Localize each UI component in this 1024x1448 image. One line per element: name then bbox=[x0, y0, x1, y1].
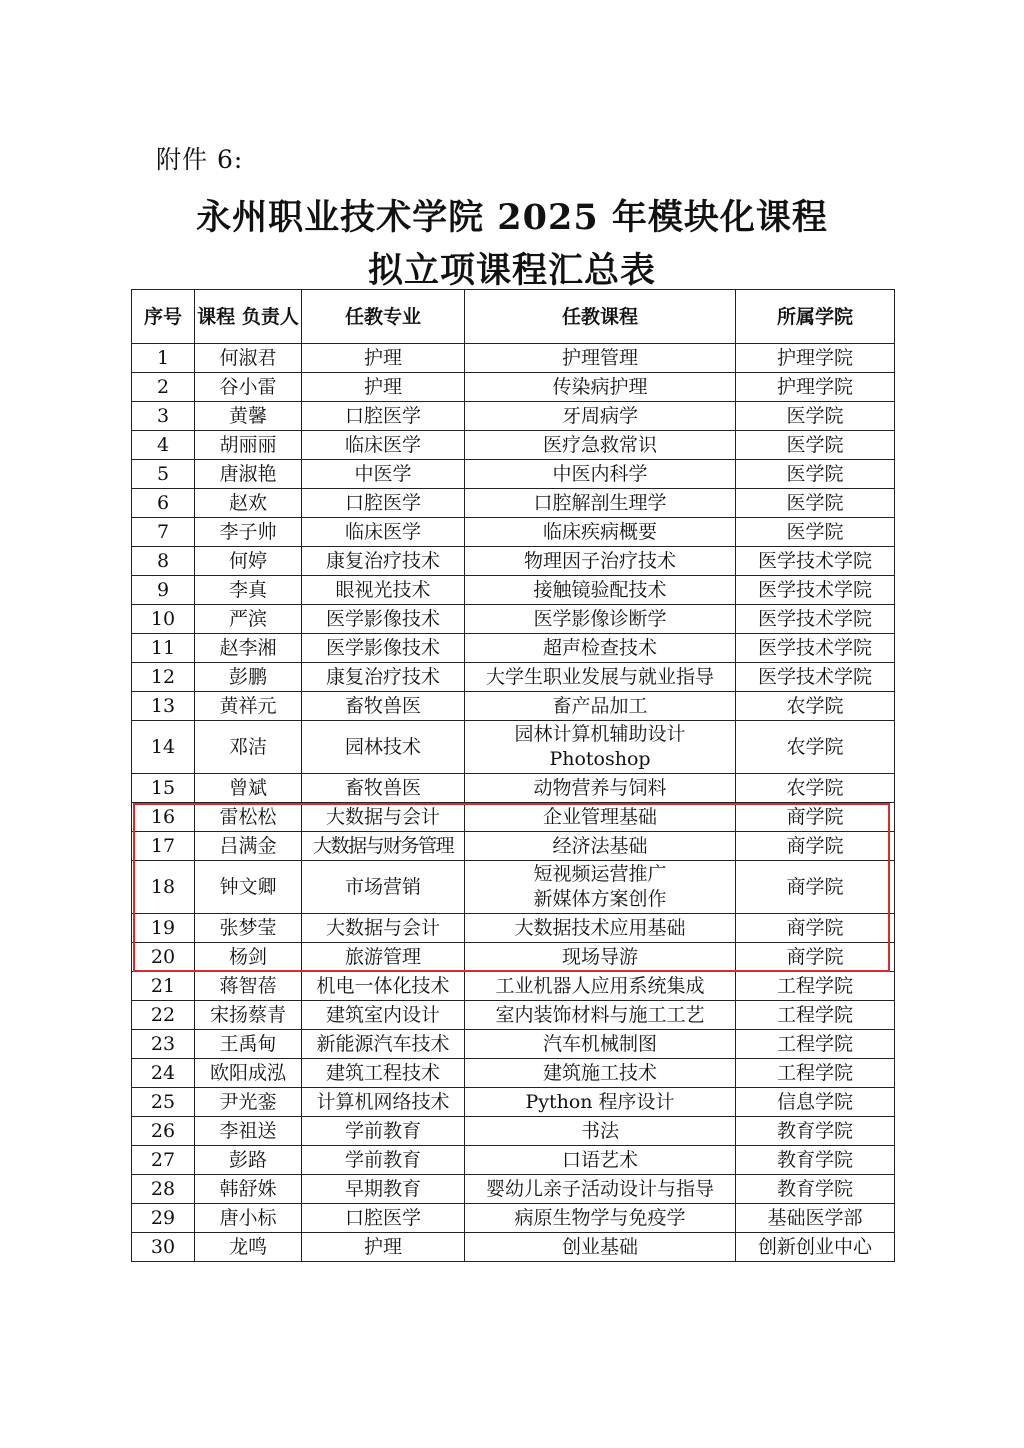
cell-course bbox=[465, 576, 736, 605]
cell-college: 基础医学部 bbox=[736, 1204, 895, 1233]
table-row bbox=[132, 663, 895, 692]
cell-index: 9 bbox=[132, 576, 195, 605]
table-row bbox=[132, 1030, 895, 1059]
table-row bbox=[132, 373, 895, 402]
cell-course bbox=[465, 431, 736, 460]
document-title-line1: 永州职业技术学院 2025 年模块化课程 bbox=[196, 197, 828, 238]
header-index: 序号 bbox=[132, 290, 195, 344]
cell-college: 医学技术学院 bbox=[736, 576, 895, 605]
cell-course-line: 经济法基础 bbox=[552, 835, 648, 857]
cell-index: 14 bbox=[132, 721, 195, 774]
cell-course bbox=[465, 721, 736, 774]
table-row bbox=[132, 1059, 895, 1088]
cell-index: 28 bbox=[132, 1175, 195, 1204]
cell-course bbox=[465, 1001, 736, 1030]
cell-index: 16 bbox=[132, 803, 195, 832]
cell-course-lead: 欧阳成泓 bbox=[195, 1059, 302, 1088]
cell-course bbox=[465, 634, 736, 663]
header-course-lead bbox=[195, 290, 302, 344]
cell-major: 口腔医学 bbox=[302, 402, 465, 431]
cell-course-lead: 雷松松 bbox=[195, 803, 302, 832]
cell-course bbox=[465, 692, 736, 721]
cell-major: 护理 bbox=[302, 1233, 465, 1262]
cell-major: 医学影像技术 bbox=[302, 605, 465, 634]
cell-college: 商学院 bbox=[736, 803, 895, 832]
cell-course-line: 医疗急救常识 bbox=[542, 434, 657, 456]
cell-course-lead: 王禹甸 bbox=[195, 1030, 302, 1059]
table-row bbox=[132, 605, 895, 634]
cell-college: 商学院 bbox=[736, 914, 895, 943]
cell-course-line: 牙周病学 bbox=[561, 405, 638, 427]
cell-index: 2 bbox=[132, 373, 195, 402]
cell-major: 医学影像技术 bbox=[302, 634, 465, 663]
table-row bbox=[132, 832, 895, 861]
table-header-row bbox=[132, 290, 895, 344]
cell-college: 农学院 bbox=[736, 721, 895, 774]
cell-major: 学前教育 bbox=[302, 1117, 465, 1146]
cell-course bbox=[465, 972, 736, 1001]
cell-course-lead: 严滨 bbox=[195, 605, 302, 634]
cell-course bbox=[465, 832, 736, 861]
cell-course-lead: 蒋智蓓 bbox=[195, 972, 302, 1001]
cell-index: 18 bbox=[132, 861, 195, 914]
table-row bbox=[132, 914, 895, 943]
cell-major: 眼视光技术 bbox=[302, 576, 465, 605]
cell-course bbox=[465, 1146, 736, 1175]
cell-course bbox=[465, 1204, 736, 1233]
header-course: 任教课程 bbox=[465, 290, 736, 344]
header-major: 任教专业 bbox=[302, 290, 465, 344]
table-row bbox=[132, 344, 895, 373]
attachment-label: 附件 6: bbox=[156, 145, 244, 174]
cell-course bbox=[465, 547, 736, 576]
cell-course-line: 创业基础 bbox=[561, 1236, 638, 1258]
cell-course-line: 园林计算机辅助设计 bbox=[514, 723, 686, 745]
cell-index: 1 bbox=[132, 344, 195, 373]
cell-index: 24 bbox=[132, 1059, 195, 1088]
cell-course-line: 中医内科学 bbox=[552, 463, 648, 485]
cell-course bbox=[465, 803, 736, 832]
cell-index: 6 bbox=[132, 489, 195, 518]
cell-college: 商学院 bbox=[736, 832, 895, 861]
cell-course-lead: 何婷 bbox=[195, 547, 302, 576]
cell-course-line: 物理因子治疗技术 bbox=[523, 550, 676, 572]
table-row bbox=[132, 634, 895, 663]
course-summary-table bbox=[131, 289, 895, 1262]
table-row bbox=[132, 803, 895, 832]
cell-college: 教育学院 bbox=[736, 1146, 895, 1175]
cell-course-lead: 李祖送 bbox=[195, 1117, 302, 1146]
cell-course bbox=[465, 460, 736, 489]
cell-index: 11 bbox=[132, 634, 195, 663]
cell-course-lead: 张梦莹 bbox=[195, 914, 302, 943]
table-row bbox=[132, 774, 895, 803]
cell-major: 畜牧兽医 bbox=[302, 774, 465, 803]
cell-course-lead: 杨剑 bbox=[195, 943, 302, 972]
cell-major: 畜牧兽医 bbox=[302, 692, 465, 721]
cell-index: 27 bbox=[132, 1146, 195, 1175]
cell-course-line: 大学生职业发展与就业指导 bbox=[485, 666, 714, 688]
cell-college: 商学院 bbox=[736, 861, 895, 914]
cell-college: 教育学院 bbox=[736, 1175, 895, 1204]
cell-course-line: 护理管理 bbox=[561, 347, 638, 369]
table-body bbox=[132, 344, 895, 1262]
cell-course-line: 现场导游 bbox=[561, 946, 638, 968]
cell-course bbox=[465, 518, 736, 547]
cell-course-line: 室内装饰材料与施工工艺 bbox=[495, 1004, 705, 1026]
cell-course-line: 临床疾病概要 bbox=[542, 521, 657, 543]
cell-college: 农学院 bbox=[736, 692, 895, 721]
cell-college: 医学技术学院 bbox=[736, 605, 895, 634]
cell-college: 护理学院 bbox=[736, 344, 895, 373]
cell-major: 口腔医学 bbox=[302, 1204, 465, 1233]
cell-course-line: 新媒体方案创作 bbox=[533, 888, 667, 910]
cell-course-line: 传染病护理 bbox=[552, 376, 648, 398]
cell-course-line: 工业机器人应用系统集成 bbox=[495, 975, 705, 997]
cell-course-lead: 李真 bbox=[195, 576, 302, 605]
cell-course-lead: 宋扬蔡青 bbox=[195, 1001, 302, 1030]
table-row bbox=[132, 861, 895, 914]
cell-course-lead: 唐淑艳 bbox=[195, 460, 302, 489]
table-row bbox=[132, 972, 895, 1001]
cell-index: 29 bbox=[132, 1204, 195, 1233]
cell-major: 临床医学 bbox=[302, 518, 465, 547]
cell-course bbox=[465, 943, 736, 972]
table-row bbox=[132, 402, 895, 431]
cell-course-line: 书法 bbox=[580, 1120, 619, 1142]
cell-course bbox=[465, 1059, 736, 1088]
cell-college: 工程学院 bbox=[736, 1030, 895, 1059]
cell-major: 大数据与会计 bbox=[302, 914, 465, 943]
cell-major: 机电一体化技术 bbox=[302, 972, 465, 1001]
cell-college: 教育学院 bbox=[736, 1117, 895, 1146]
table-row bbox=[132, 576, 895, 605]
cell-course bbox=[465, 774, 736, 803]
cell-course-lead: 钟文卿 bbox=[195, 861, 302, 914]
cell-college: 医学院 bbox=[736, 460, 895, 489]
cell-major: 计算机网络技术 bbox=[302, 1088, 465, 1117]
cell-index: 25 bbox=[132, 1088, 195, 1117]
cell-index: 23 bbox=[132, 1030, 195, 1059]
cell-index: 22 bbox=[132, 1001, 195, 1030]
cell-major: 新能源汽车技术 bbox=[302, 1030, 465, 1059]
cell-course-line: 病原生物学与免疫学 bbox=[514, 1207, 686, 1229]
table-row bbox=[132, 1117, 895, 1146]
cell-course bbox=[465, 1233, 736, 1262]
cell-index: 19 bbox=[132, 914, 195, 943]
table-row bbox=[132, 1146, 895, 1175]
cell-course bbox=[465, 861, 736, 914]
cell-course bbox=[465, 663, 736, 692]
table-row bbox=[132, 431, 895, 460]
cell-major: 康复治疗技术 bbox=[302, 663, 465, 692]
cell-college: 医学技术学院 bbox=[736, 663, 895, 692]
cell-index: 26 bbox=[132, 1117, 195, 1146]
cell-college: 创新创业中心 bbox=[736, 1233, 895, 1262]
cell-course-line: 畜产品加工 bbox=[552, 695, 648, 717]
cell-index: 10 bbox=[132, 605, 195, 634]
table-row bbox=[132, 1175, 895, 1204]
cell-course-lead: 曾斌 bbox=[195, 774, 302, 803]
cell-course bbox=[465, 402, 736, 431]
cell-major: 旅游管理 bbox=[302, 943, 465, 972]
table-row bbox=[132, 692, 895, 721]
cell-course-line: 企业管理基础 bbox=[542, 806, 657, 828]
cell-major: 护理 bbox=[302, 373, 465, 402]
cell-course-line: 口腔解剖生理学 bbox=[533, 492, 667, 514]
cell-course-line: 汽车机械制图 bbox=[542, 1033, 657, 1055]
cell-course-lead: 韩舒姝 bbox=[195, 1175, 302, 1204]
cell-index: 30 bbox=[132, 1233, 195, 1262]
cell-course-lead: 彭路 bbox=[195, 1146, 302, 1175]
cell-college: 工程学院 bbox=[736, 1001, 895, 1030]
cell-course-line: 接触镜验配技术 bbox=[533, 579, 667, 601]
cell-course-line: Python 程序设计 bbox=[525, 1091, 675, 1113]
cell-course-lead: 彭鹏 bbox=[195, 663, 302, 692]
cell-course bbox=[465, 373, 736, 402]
cell-index: 21 bbox=[132, 972, 195, 1001]
header-lead-line1: 课程 bbox=[197, 305, 236, 328]
cell-course-lead: 何淑君 bbox=[195, 344, 302, 373]
cell-major: 建筑室内设计 bbox=[302, 1001, 465, 1030]
cell-course-line: 建筑施工技术 bbox=[542, 1062, 657, 1084]
cell-index: 5 bbox=[132, 460, 195, 489]
cell-course-line: Photoshop bbox=[549, 748, 651, 770]
cell-course bbox=[465, 1088, 736, 1117]
cell-index: 12 bbox=[132, 663, 195, 692]
cell-course-line: 超声检查技术 bbox=[542, 637, 657, 659]
cell-course-lead: 黄馨 bbox=[195, 402, 302, 431]
cell-major: 康复治疗技术 bbox=[302, 547, 465, 576]
cell-course-lead: 尹光銮 bbox=[195, 1088, 302, 1117]
table-row bbox=[132, 547, 895, 576]
cell-major: 临床医学 bbox=[302, 431, 465, 460]
cell-course-lead: 吕满金 bbox=[195, 832, 302, 861]
cell-course-lead: 李子帅 bbox=[195, 518, 302, 547]
table-row bbox=[132, 721, 895, 774]
document-title-line2: 拟立项课程汇总表 bbox=[367, 250, 656, 291]
cell-course-line: 医学影像诊断学 bbox=[533, 608, 667, 630]
cell-college: 工程学院 bbox=[736, 1059, 895, 1088]
cell-college: 医学院 bbox=[736, 518, 895, 547]
cell-course-lead: 邓洁 bbox=[195, 721, 302, 774]
cell-course bbox=[465, 344, 736, 373]
cell-major: 市场营销 bbox=[302, 861, 465, 914]
cell-major: 大数据与财务管理 bbox=[302, 832, 465, 861]
header-lead-line2: 负责人 bbox=[241, 305, 299, 328]
cell-course bbox=[465, 1175, 736, 1204]
table-row bbox=[132, 943, 895, 972]
cell-index: 15 bbox=[132, 774, 195, 803]
cell-college: 医学院 bbox=[736, 489, 895, 518]
cell-course-lead: 赵李湘 bbox=[195, 634, 302, 663]
table-row bbox=[132, 1088, 895, 1117]
cell-index: 3 bbox=[132, 402, 195, 431]
header-college: 所属学院 bbox=[736, 290, 895, 344]
cell-index: 20 bbox=[132, 943, 195, 972]
cell-index: 13 bbox=[132, 692, 195, 721]
cell-course-lead: 赵欢 bbox=[195, 489, 302, 518]
cell-major: 早期教育 bbox=[302, 1175, 465, 1204]
cell-major: 中医学 bbox=[302, 460, 465, 489]
table-row bbox=[132, 1204, 895, 1233]
cell-major: 口腔医学 bbox=[302, 489, 465, 518]
cell-course-line: 大数据技术应用基础 bbox=[514, 917, 686, 939]
table-row bbox=[132, 518, 895, 547]
cell-major: 护理 bbox=[302, 344, 465, 373]
cell-major: 建筑工程技术 bbox=[302, 1059, 465, 1088]
cell-course-line: 动物营养与饲料 bbox=[533, 777, 667, 799]
cell-major: 园林技术 bbox=[302, 721, 465, 774]
cell-college: 医学院 bbox=[736, 431, 895, 460]
cell-course-lead: 谷小雷 bbox=[195, 373, 302, 402]
cell-course bbox=[465, 489, 736, 518]
cell-course-lead: 唐小标 bbox=[195, 1204, 302, 1233]
cell-college: 医学院 bbox=[736, 402, 895, 431]
cell-college: 护理学院 bbox=[736, 373, 895, 402]
cell-course-lead: 黄祥元 bbox=[195, 692, 302, 721]
cell-major: 学前教育 bbox=[302, 1146, 465, 1175]
cell-course-lead: 龙鸣 bbox=[195, 1233, 302, 1262]
cell-college: 医学技术学院 bbox=[736, 634, 895, 663]
cell-college: 医学技术学院 bbox=[736, 547, 895, 576]
cell-college: 农学院 bbox=[736, 774, 895, 803]
cell-course-line: 短视频运营推广 bbox=[533, 863, 667, 885]
cell-index: 4 bbox=[132, 431, 195, 460]
table-row bbox=[132, 489, 895, 518]
cell-index: 7 bbox=[132, 518, 195, 547]
table-row bbox=[132, 1233, 895, 1262]
cell-course bbox=[465, 914, 736, 943]
cell-major: 大数据与会计 bbox=[302, 803, 465, 832]
cell-course-lead: 胡丽丽 bbox=[195, 431, 302, 460]
cell-course bbox=[465, 605, 736, 634]
cell-course-line: 婴幼儿亲子活动设计与指导 bbox=[485, 1178, 714, 1200]
cell-college: 商学院 bbox=[736, 943, 895, 972]
cell-index: 17 bbox=[132, 832, 195, 861]
cell-course bbox=[465, 1030, 736, 1059]
table-row bbox=[132, 460, 895, 489]
cell-index: 8 bbox=[132, 547, 195, 576]
cell-course-line: 口语艺术 bbox=[561, 1149, 638, 1171]
table-row bbox=[132, 1001, 895, 1030]
cell-college: 信息学院 bbox=[736, 1088, 895, 1117]
cell-course bbox=[465, 1117, 736, 1146]
cell-college: 工程学院 bbox=[736, 972, 895, 1001]
